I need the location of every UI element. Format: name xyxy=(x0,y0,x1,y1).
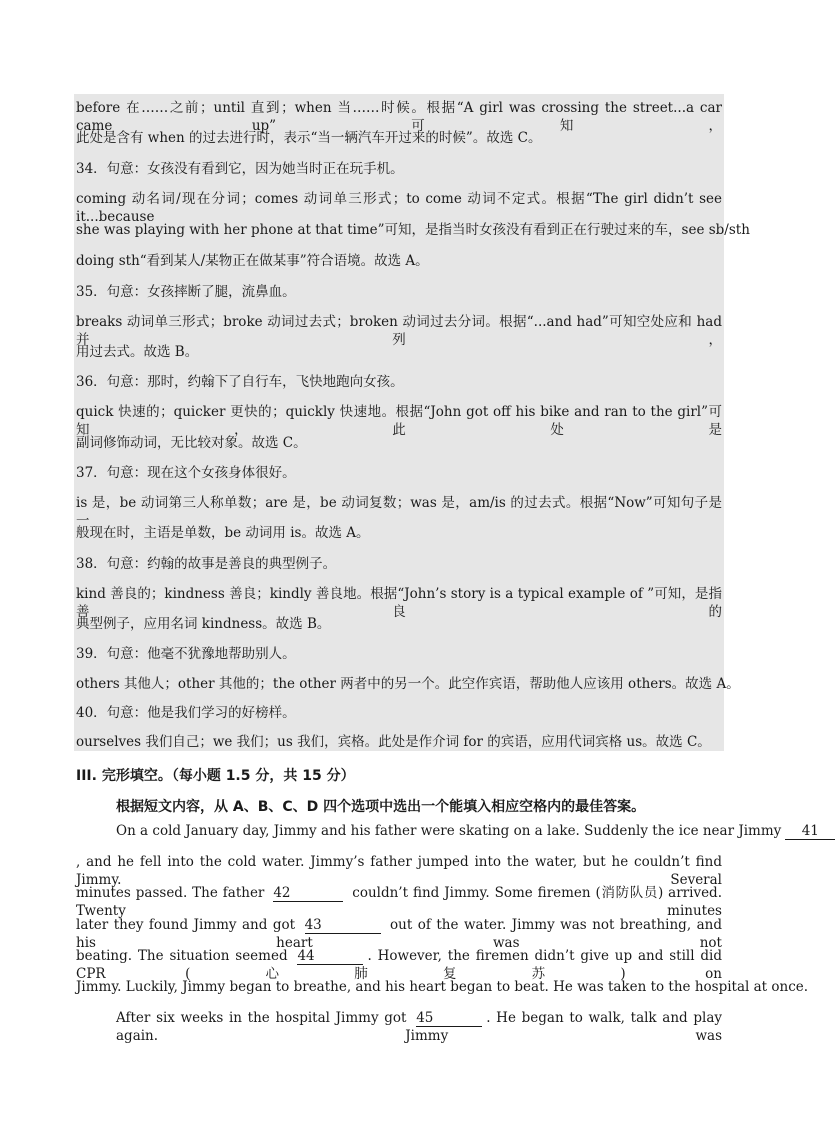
explanation-line: 此处是含有 when 的过去进行时，表示“当一辆汽车开过来的时候”。故选 C。 xyxy=(76,130,542,146)
section-title: III. 完形填空。（每小题 1.5 分，共 15 分） xyxy=(76,768,355,784)
explanation-line: 38．句意：约翰的故事是善良的典型例子。 xyxy=(76,556,337,572)
explanation-line: others 其他人；other 其他的；the other 两者中的另一个。此空作宾语，帮助他人应该用 others。故选 A。 xyxy=(76,676,740,692)
explanation-line: she was playing with her phone at that time”可知，是指当时女孩没有看到正在行驶过来的车，see sb/sth xyxy=(76,222,750,238)
passage-line xyxy=(76,884,722,919)
explanation-line: before 在……之前；until 直到；when 当……时候。根据“A girl was crossing the street...a car came up”可知， xyxy=(76,100,722,134)
passage-text: After six weeks in the hospital Jimmy got xyxy=(116,1010,407,1026)
passage-line: , and he fell into the cold water. Jimmy’s father jumped into the water, but he couldn’t find Jimmy. Several xyxy=(76,854,722,888)
explanation-line: doing sth“看到某人/某物正在做某事”符合语境。故选 A。 xyxy=(76,253,429,269)
explanation-line: 副词修饰动词，无比较对象。故选 C。 xyxy=(76,435,307,451)
explanation-line: 典型例子，应用名词 kindness。故选 B。 xyxy=(76,616,331,632)
blank-44: 44 xyxy=(297,949,363,965)
explanation-line: 37．句意：现在这个女孩身体很好。 xyxy=(76,465,296,481)
explanation-line: 用过去式。故选 B。 xyxy=(76,344,199,360)
explanation-line: breaks 动词单三形式；broke 动词过去式；broken 动词过去分词。根据“...and had”可知空处应和 had 并列， xyxy=(76,314,722,348)
passage-text: couldn’t find Jimmy. Some firemen (消防队员) arrived. Twenty minutes xyxy=(76,885,722,919)
explanation-line: 35．句意：女孩摔断了腿，流鼻血。 xyxy=(76,284,296,300)
explanation-line: quick 快速的；quicker 更快的；quickly 快速地。根据“John got off his bike and ran to the girl”可知，此处是 xyxy=(76,404,722,438)
explanation-line: is 是，be 动词第三人称单数；are 是，be 动词复数；was 是，am/is 的过去式。根据“Now”可知句子是一 xyxy=(76,495,722,529)
explanation-line: 34．句意：女孩没有看到它，因为她当时正在玩手机。 xyxy=(76,161,404,177)
blank-41: 41 xyxy=(785,824,835,840)
explanation-line: 40．句意：他是我们学习的好榜样。 xyxy=(76,705,296,721)
explanation-line: coming 动名词/现在分词；comes 动词单三形式；to come 动词不定式。根据“The girl didn’t see it...because xyxy=(76,191,722,225)
blank-43: 43 xyxy=(305,918,381,934)
section-instruction: 根据短文内容，从 A、B、C、D 四个选项中选出一个能填入相应空格内的最佳答案。 xyxy=(116,799,646,815)
passage-text: . He began to walk, talk and play again. Jimmy was xyxy=(116,1010,723,1044)
passage-line xyxy=(76,947,722,982)
passage-text: later they found Jimmy and got xyxy=(76,917,296,933)
explanation-line: kind 善良的；kindness 善良；kindly 善良地。根据“John’s story is a typical example of ”可知，是指善良的 xyxy=(76,586,722,620)
passage-line xyxy=(116,822,839,840)
passage-text: beating. The situation seemed xyxy=(76,948,288,964)
passage-line xyxy=(76,916,722,951)
blank-45: 45 xyxy=(416,1011,482,1027)
passage-line: Jimmy. Luckily, Jimmy began to breathe, and his heart began to beat. He was taken to the hospital at once. xyxy=(76,979,809,995)
passage-text: minutes passed. The father xyxy=(76,885,265,901)
passage-text: out of the water. Jimmy was not breathing, and his heart was not xyxy=(76,917,722,951)
explanation-line: 般现在时，主语是单数，be 动词用 is。故选 A。 xyxy=(76,525,370,541)
explanation-line: 39．句意：他毫不犹豫地帮助别人。 xyxy=(76,646,296,662)
passage-line xyxy=(116,1009,723,1044)
explanation-line: ourselves 我们自己；we 我们；us 我们，宾格。此处是作介词 for 的宾语，应用代词宾格 us。故选 C。 xyxy=(76,734,711,750)
passage-text: . However, the firemen didn’t give up and still did CPR (心肺复苏) on xyxy=(76,948,722,982)
passage-text: On a cold January day, Jimmy and his father were skating on a lake. Suddenly the ice near Jimmy xyxy=(116,823,782,839)
blank-42: 42 xyxy=(273,886,343,902)
explanation-line: 36．句意：那时，约翰下了自行车，飞快地跑向女孩。 xyxy=(76,374,404,390)
